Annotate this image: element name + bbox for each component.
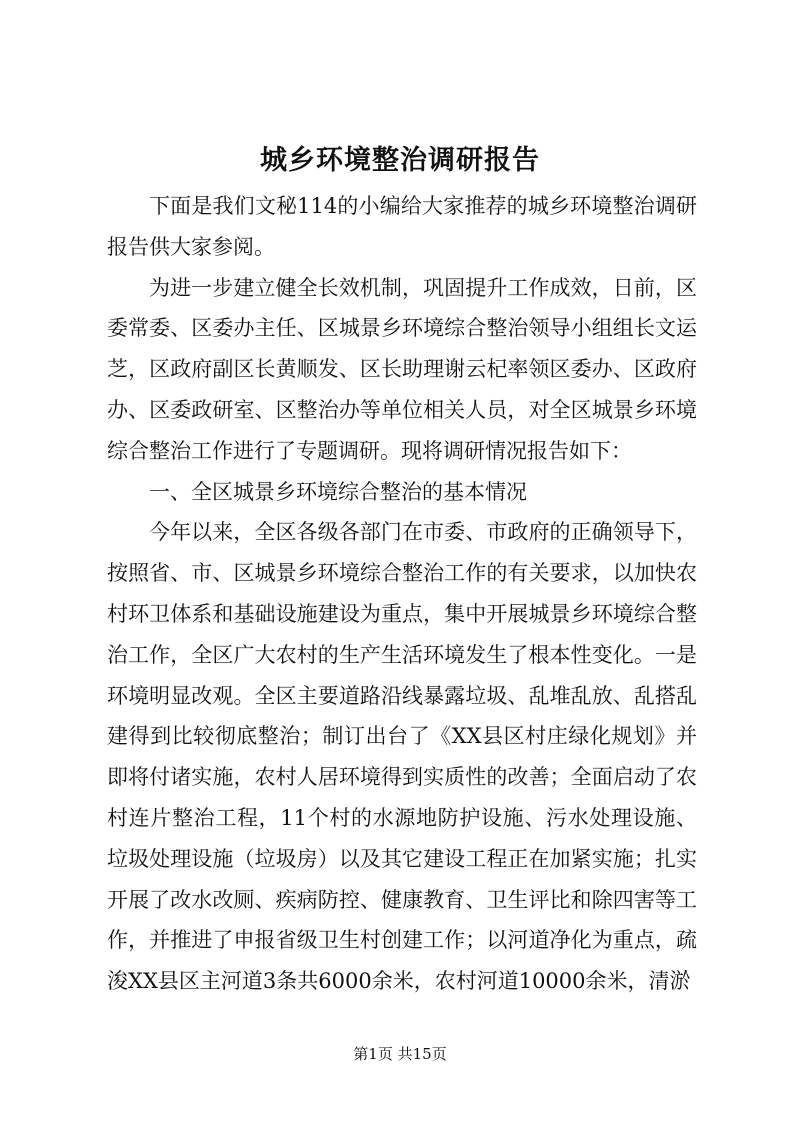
document-title: 城乡环境整治调研报告 <box>260 145 540 176</box>
page-number-footer: 第1页 共15页 <box>353 1045 447 1063</box>
document-body <box>107 186 697 1002</box>
section-heading: 一、全区城景乡环境综合整治的基本情况 <box>149 479 527 504</box>
situation-paragraph: 今年以来，全区各级各部门在市委、市政府的正确领导下，按照省、市、区城景乡环境综合整治工作的有关要求，以加快农村环卫体系和基础设施建设为重点，集中开展城景乡环境综合整治工作，全区广大农村的生产生活环境发生了根本性变化。一是环境明显改观。全区主要道路沿线暴露垃圾、乱堆乱放、乱搭乱建得到比较彻底整治；制订出台了《XX县区村庄绿化规划》并即将付诸实施，农村人居环境得到实质性的改善；全面启动了农村连片整治工程，11个村的水源地防护设施、污水处理设施、垃圾处理设施（垃圾房）以及其它建设工程正在加紧实施；扎实开展了改水改厕、疾病防控、健康教育、卫生评比和除四害等工作，并推进了申报省级卫生村创建工作；以河道净化为重点，疏浚XX县区主河道3条共6000余米，农村河道10000余米，清淤 <box>107 520 697 994</box>
intro-paragraph: 下面是我们文秘114的小编给大家推荐的城乡环境整治调研报告供大家参阅。 <box>107 194 697 259</box>
background-paragraph: 为进一步建立健全长效机制，巩固提升工作成效，日前，区委常委、区委办主任、区城景乡环境综合整治领导小组组长文运芝，区政府副区长黄顺发、区长助理谢云杞率领区委办、区政府办、区委政研室、区整治办等单位相关人员，对全区城景乡环境综合整治工作进行了专题调研。现将调研情况报告如下： <box>107 275 697 463</box>
